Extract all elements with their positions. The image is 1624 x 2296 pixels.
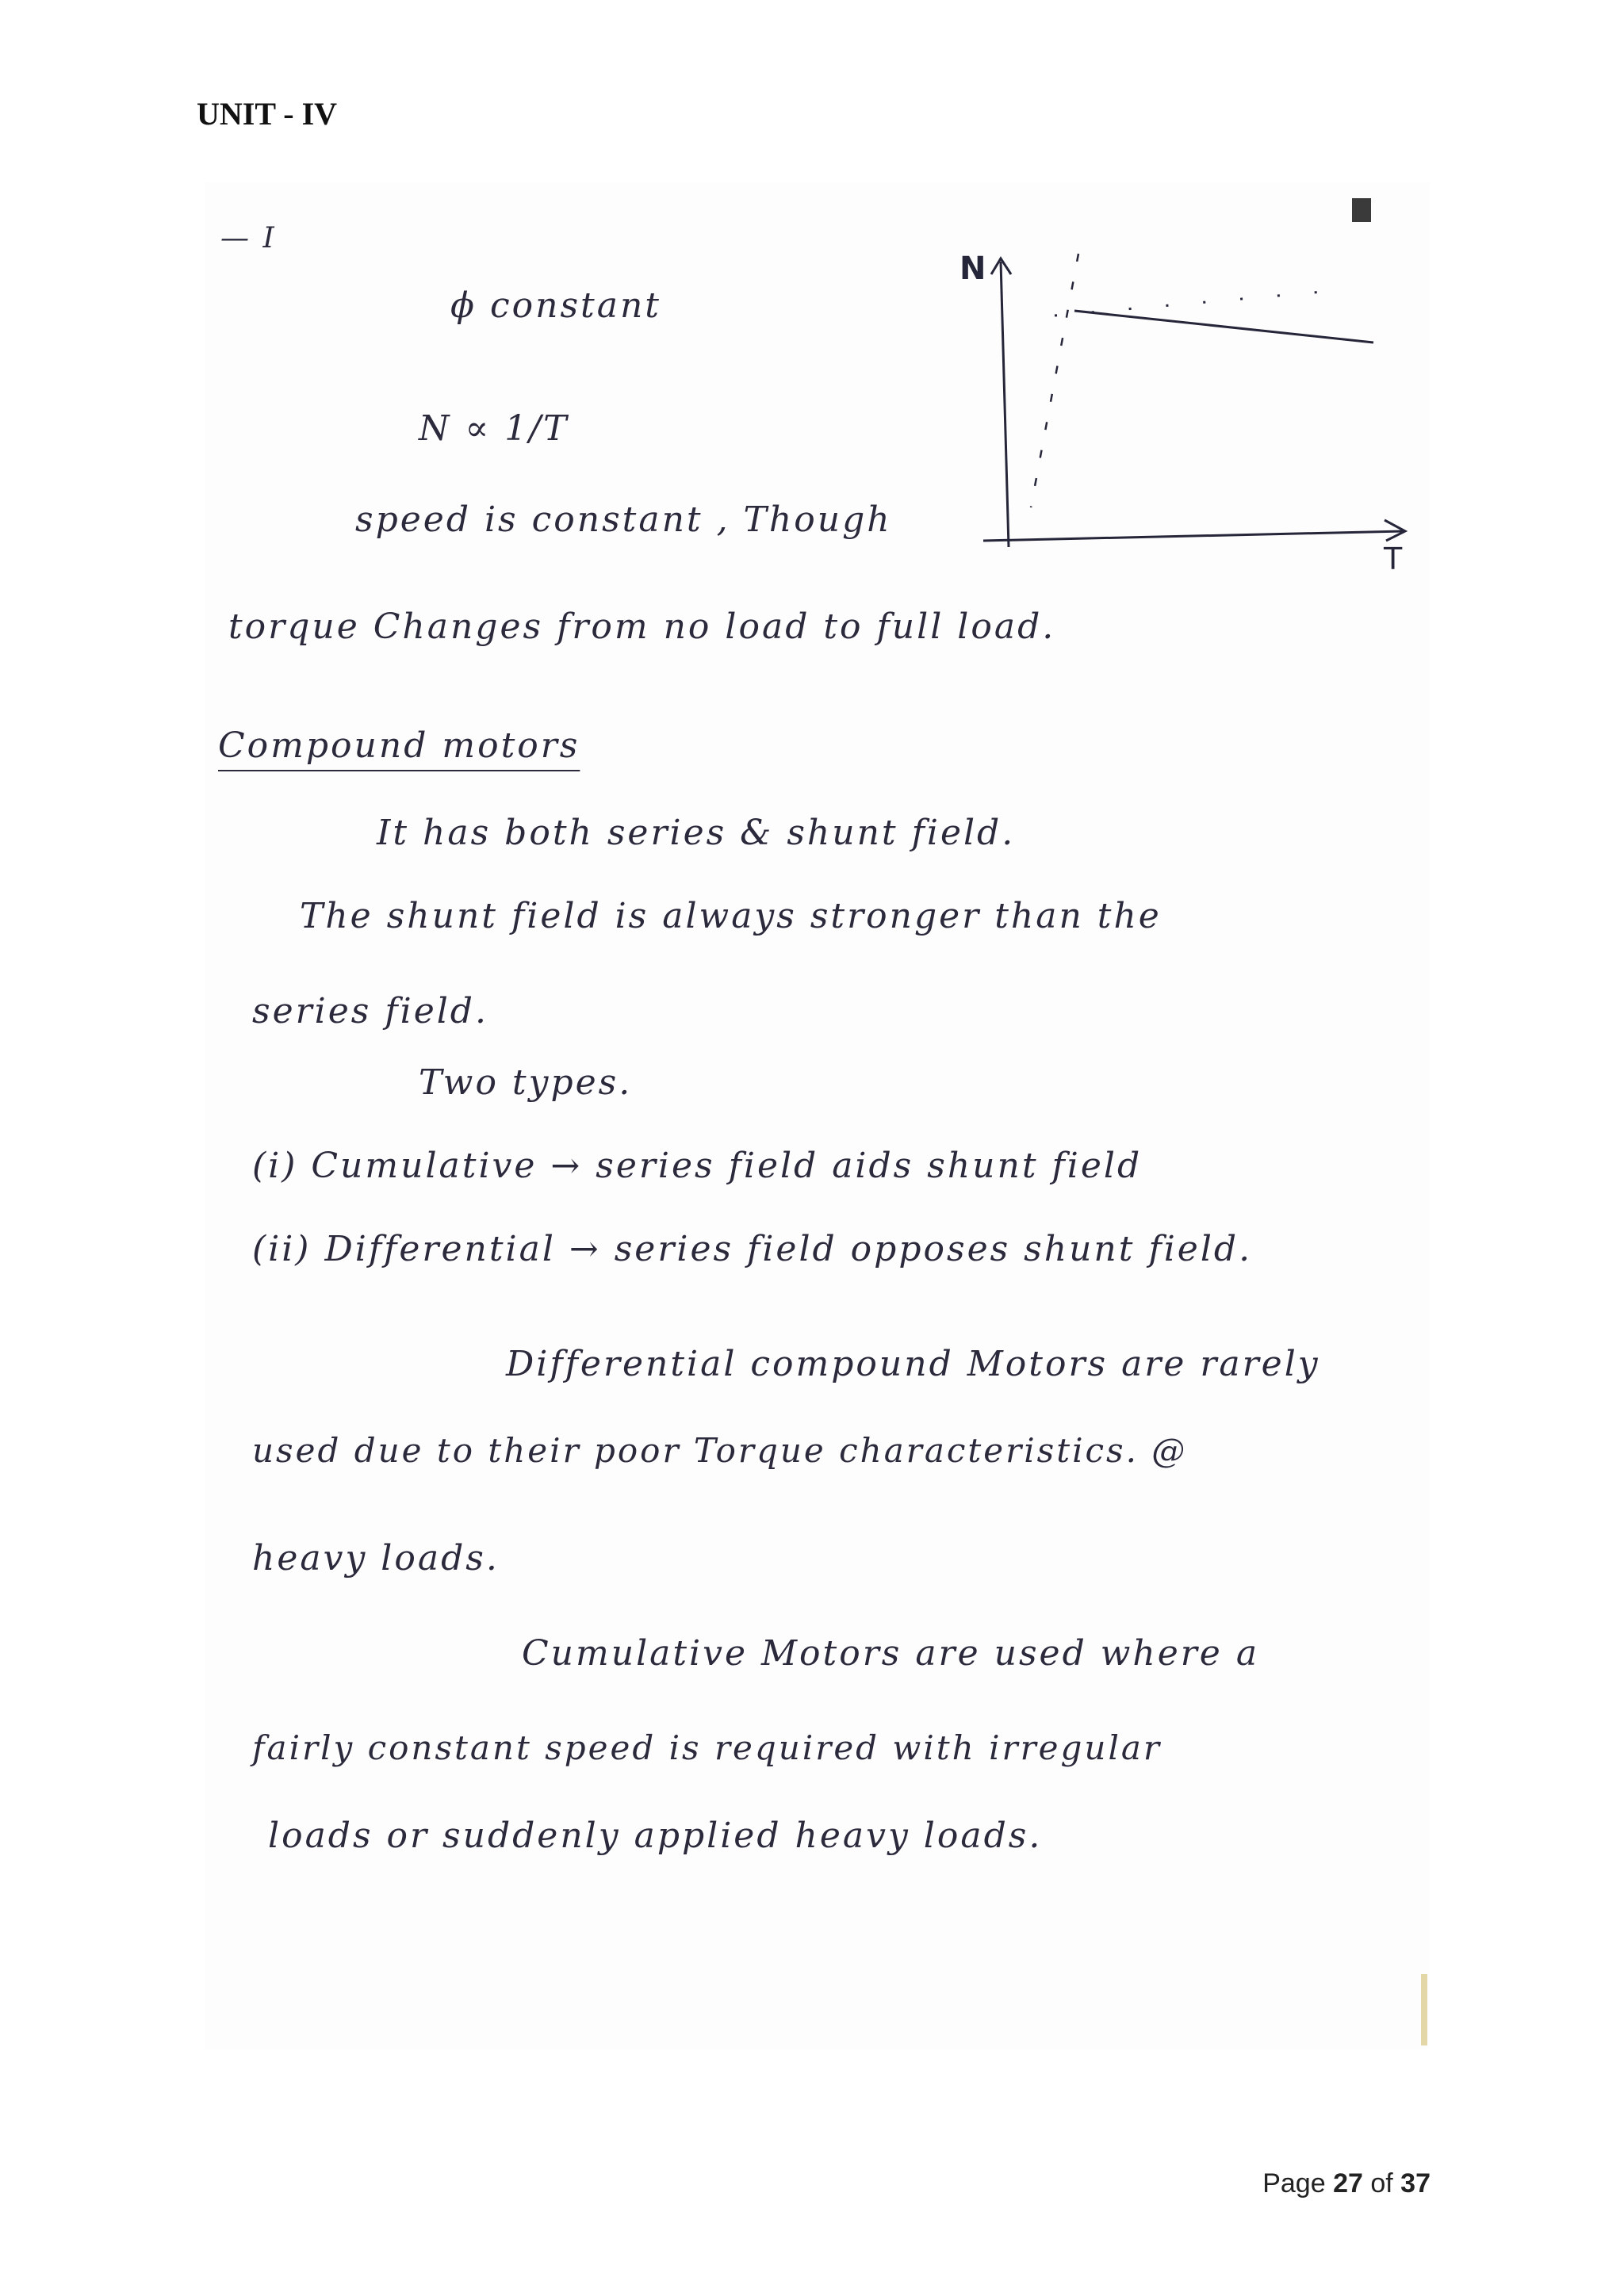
graph-y-axis	[1001, 262, 1009, 547]
stray-mark: — I	[220, 222, 277, 254]
unit-heading: UNIT - IV	[197, 96, 338, 132]
notes-line-10: Cumulative Motors are used where a	[522, 1633, 1260, 1674]
flux-constant-text: ϕ constant	[450, 285, 661, 326]
graph-y-label: N	[959, 251, 986, 287]
scan-edge-mark	[1352, 198, 1371, 222]
notes-line-7: Differential compound Motors are rarely	[506, 1344, 1320, 1384]
dashed-guide-line	[1031, 254, 1078, 507]
scan-edge-stain	[1421, 1974, 1427, 2045]
notes-line-1: It has both series & shunt field.	[377, 813, 1016, 853]
speed-constant-text: speed is constant , Though	[355, 499, 892, 540]
notes-line-11: fairly constant speed is required with irregular	[252, 1728, 1162, 1767]
notes-line-4: Two types.	[419, 1062, 633, 1103]
speed-dotted-line	[1055, 290, 1340, 316]
torque-changes-text: torque Changes from no load to full load.	[228, 607, 1056, 647]
speed-torque-graph	[936, 238, 1427, 571]
speed-characteristic-line	[1074, 311, 1373, 342]
graph-x-label: T	[1384, 541, 1403, 571]
page-of: of	[1370, 2168, 1393, 2198]
page-current: 27	[1333, 2168, 1363, 2198]
page-prefix: Page	[1262, 2168, 1326, 2198]
notes-line-3: series field.	[252, 991, 488, 1031]
page-total: 37	[1400, 2168, 1431, 2198]
notes-line-6: (ii) Differential → series field opposes shunt field.	[252, 1229, 1253, 1269]
page-number	[1262, 2168, 1431, 2199]
notes-line-2: The shunt field is always stronger than the	[300, 896, 1162, 936]
proportionality-formula: N ∝ 1/T	[419, 408, 569, 449]
notes-line-5: (i) Cumulative → series field aids shunt field	[252, 1146, 1143, 1186]
compound-motors-heading: Compound motors	[218, 725, 580, 766]
graph-x-axis	[983, 531, 1404, 541]
notes-line-9: heavy loads.	[252, 1538, 500, 1578]
notes-line-8: used due to their poor Torque characteristics. @	[252, 1431, 1188, 1470]
notes-line-12: loads or suddenly applied heavy loads.	[268, 1816, 1043, 1856]
